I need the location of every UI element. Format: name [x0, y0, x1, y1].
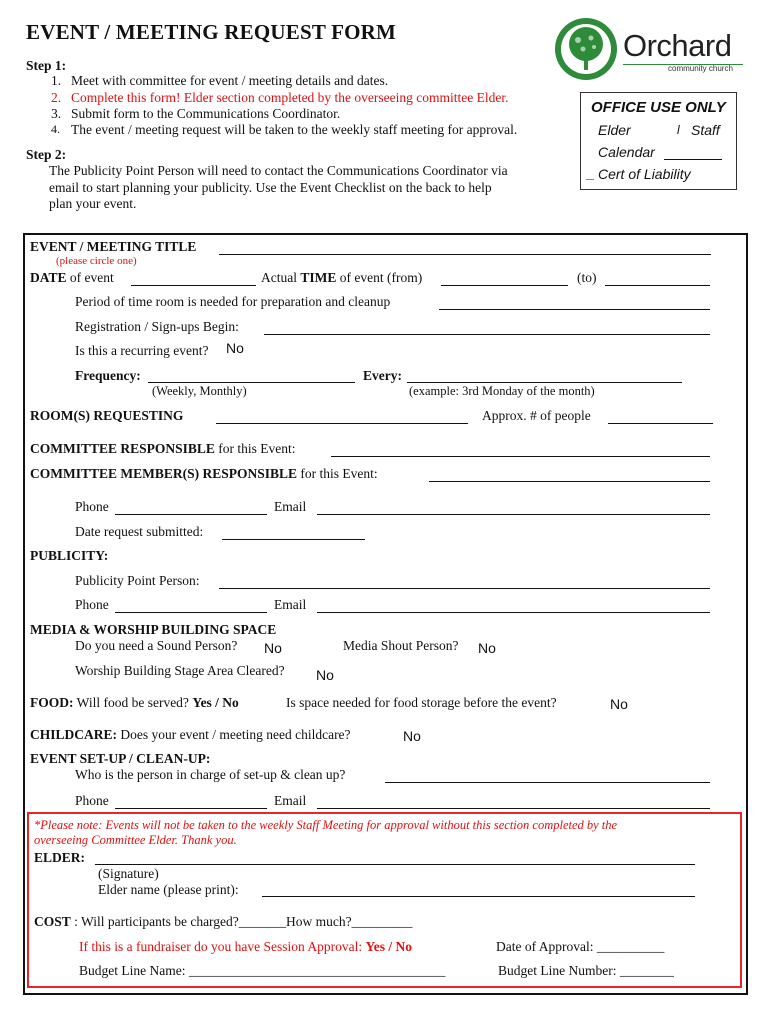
step1-num-3: 3.: [51, 106, 62, 121]
childcare-row: CHILDCARE: Does your event / meeting need childcare?: [30, 727, 351, 742]
event-title-label: EVENT / MEETING TITLE: [30, 239, 197, 254]
office-elder: Elder: [598, 122, 631, 138]
period-label: Period of time room is needed for preparation and cleanup: [75, 294, 391, 309]
step1-num-1: 1.: [51, 73, 62, 88]
approx-field[interactable]: [608, 423, 713, 424]
logo-name: Orchard: [623, 28, 732, 63]
food-storage-label: Is space needed for food storage before the event?: [286, 695, 557, 710]
phone-label-2: Phone: [75, 597, 109, 612]
recurring-label: Is this a recurring event?: [75, 343, 209, 358]
email-label-3: Email: [274, 793, 307, 808]
sound-label: Do you need a Sound Person?: [75, 638, 238, 653]
media-label: MEDIA & WORSHIP BUILDING SPACE: [30, 622, 277, 637]
email-field-2[interactable]: [317, 612, 710, 613]
stage-label: Worship Building Stage Area Cleared?: [75, 663, 285, 678]
office-cert-mark: _: [587, 165, 595, 181]
email-field-3[interactable]: [317, 808, 710, 809]
elder-signature-field[interactable]: [95, 864, 695, 865]
form-title: EVENT / MEETING REQUEST FORM: [26, 20, 397, 44]
budget-line-number: Budget Line Number: ________: [498, 963, 674, 978]
frequency-label: Frequency:: [75, 368, 141, 383]
frequency-field[interactable]: [148, 382, 355, 383]
frequency-hint: (Weekly, Monthly): [152, 384, 247, 398]
date-label: DATE of event: [30, 270, 114, 285]
cost-row: COST : Will participants be charged?_______How much?_________: [34, 914, 413, 929]
rooms-field[interactable]: [216, 423, 468, 424]
date-request-field[interactable]: [222, 539, 365, 540]
please-circle-note: (please circle one): [56, 255, 137, 267]
orchard-logo: [553, 16, 619, 86]
sound-answer[interactable]: No: [264, 640, 282, 656]
email-label-1: Email: [274, 499, 307, 514]
email-field-1[interactable]: [317, 514, 710, 515]
approx-label: Approx. # of people: [482, 408, 591, 423]
step1-item-3: Submit form to the Communications Coordinator.: [71, 106, 341, 121]
food-row: FOOD: Will food be served? Yes / No: [30, 695, 239, 710]
childcare-answer[interactable]: No: [403, 728, 421, 744]
step1-num-2: 2.: [51, 90, 62, 105]
step1-item-2: Complete this form! Elder section completed by the overseeing committee Elder.: [71, 90, 509, 105]
step2-label: Step 2:: [26, 147, 67, 162]
time-to-label: (to): [577, 270, 597, 285]
step1-label: Step 1:: [26, 58, 67, 73]
phone-field-3[interactable]: [115, 808, 267, 809]
office-staff-mark: l: [677, 123, 680, 137]
food-storage-answer[interactable]: No: [610, 696, 628, 712]
time-to-field[interactable]: [605, 285, 710, 286]
fundraiser-row: If this is a fundraiser do you have Session Approval: Yes / No: [79, 939, 412, 954]
phone-field-2[interactable]: [115, 612, 267, 613]
tree-logo-icon: [553, 16, 619, 82]
recurring-answer[interactable]: No: [226, 340, 244, 356]
calendar-line: [664, 159, 722, 160]
time-from-field[interactable]: [441, 285, 568, 286]
phone-label-1: Phone: [75, 499, 109, 514]
shout-answer[interactable]: No: [478, 640, 496, 656]
publicity-label: PUBLICITY:: [30, 548, 109, 563]
office-calendar: Calendar: [598, 144, 655, 160]
office-title: OFFICE USE ONLY: [591, 99, 726, 116]
every-label: Every:: [363, 368, 402, 383]
event-title-field[interactable]: [219, 254, 711, 255]
office-use-box: [580, 92, 737, 190]
step2-line-3: plan your event.: [49, 196, 137, 211]
elder-name-label: Elder name (please print):: [98, 882, 239, 897]
setup-label: EVENT SET-UP / CLEAN-UP:: [30, 751, 211, 766]
members-label: COMMITTEE MEMBER(S) RESPONSIBLE for this Event:: [30, 466, 378, 481]
stage-answer[interactable]: No: [316, 667, 334, 683]
date-request-label: Date request submitted:: [75, 524, 204, 539]
period-field[interactable]: [439, 309, 710, 310]
committee-label: COMMITTEE RESPONSIBLE for this Event:: [30, 441, 296, 456]
rooms-label: ROOM(S) REQUESTING: [30, 408, 184, 423]
step2-line-2: email to start planning your publicity. Use the Event Checklist on the back to help: [49, 180, 492, 195]
elder-label: ELDER:: [34, 850, 86, 865]
time-label: Actual TIME of event (from): [261, 270, 423, 285]
registration-label: Registration / Sign-ups Begin:: [75, 319, 239, 334]
phone-field-1[interactable]: [115, 514, 267, 515]
budget-line-name: Budget Line Name: ______________________________________: [79, 963, 446, 978]
email-label-2: Email: [274, 597, 307, 612]
committee-field[interactable]: [331, 456, 710, 457]
shout-label: Media Shout Person?: [343, 638, 459, 653]
step2-line-1: The Publicity Point Person will need to contact the Communications Coordinator via: [49, 163, 508, 178]
registration-field[interactable]: [264, 334, 710, 335]
step1-item-4: The event / meeting request will be taken to the weekly staff meeting for approval.: [71, 122, 518, 137]
step1-num-4: 4.: [51, 122, 60, 136]
elder-name-field[interactable]: [262, 896, 695, 897]
office-cert: Cert of Liability: [598, 166, 691, 182]
every-hint: (example: 3rd Monday of the month): [409, 384, 595, 398]
step1-item-1: Meet with committee for event / meeting details and dates.: [71, 73, 389, 88]
logo-underline: [623, 64, 743, 65]
publicity-point-label: Publicity Point Person:: [75, 573, 200, 588]
setup-field[interactable]: [385, 782, 710, 783]
date-approval: Date of Approval: __________: [496, 939, 665, 954]
signature-label: (Signature): [98, 866, 159, 881]
elder-note-line-2: overseeing Committee Elder. Thank you.: [34, 833, 237, 847]
logo-subtitle: community church: [668, 64, 733, 73]
every-field[interactable]: [407, 382, 682, 383]
phone-label-3: Phone: [75, 793, 109, 808]
setup-question: Who is the person in charge of set-up & clean up?: [75, 767, 346, 782]
elder-note-line-1: *Please note: Events will not be taken to the weekly Staff Meeting for approval without this section completed by the: [34, 818, 618, 832]
publicity-point-field[interactable]: [219, 588, 710, 589]
date-field[interactable]: [131, 285, 256, 286]
members-field[interactable]: [429, 481, 710, 482]
office-staff: Staff: [691, 122, 720, 138]
